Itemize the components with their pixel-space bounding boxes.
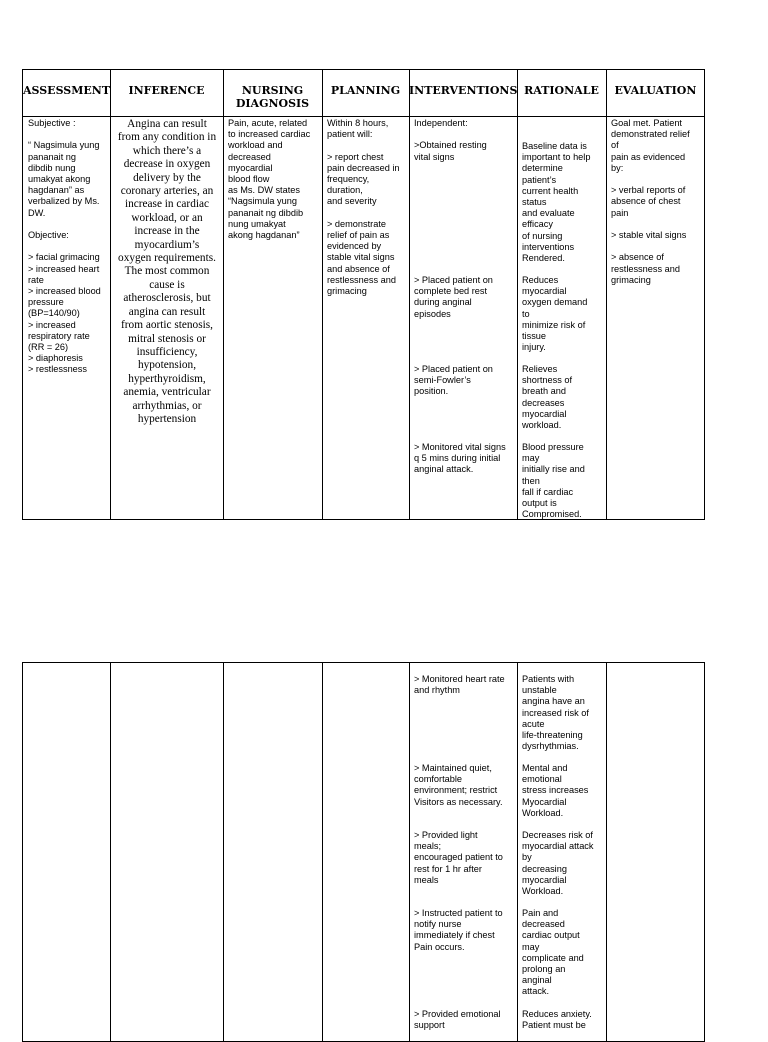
nursing-diagnosis-cell: Pain, acute, related to increased cardiac workload and decreased myocardial blood flow as Ms. DW states “Nagsimula yung pananait ng dibdib nung umakyat akong hagdanan” xyxy=(228,118,311,241)
column-divider xyxy=(322,663,323,1041)
intervention-item: > Instructed patient to notify nurse immediately if chest Pain occurs. xyxy=(414,908,503,952)
column-divider xyxy=(517,70,518,519)
intervention-item: > Provided emotional support xyxy=(414,1009,501,1031)
header-interventions: INTERVENTIONS xyxy=(409,84,518,97)
evaluation-cell: Goal met. Patient demonstrated relief of pain as evidenced by: > verbal reports of absence of chest pain > stable vital signs > absence of restlessness and grimacing xyxy=(611,118,690,285)
column-divider xyxy=(223,70,224,519)
rationale-item: Pain and decreased cardiac output may complicate and prolong an anginal attack. xyxy=(522,908,584,997)
rationale-item: Decreases risk of myocardial attack by decreasing myocardial Workload. xyxy=(522,830,594,897)
rationale-item: Relieves shortness of breath and decreases myocardial workload. xyxy=(522,364,573,431)
rationale-item: Reduces anxiety. Patient must be xyxy=(522,1009,592,1031)
planning-cell: Within 8 hours, patient will: > report chest pain decreased in frequency, duration, and severity > demonstrate relief of pain as evidenced by stable vital signs and absence of restlessness and grimacing xyxy=(327,118,400,297)
header-rationale: RATIONALE xyxy=(524,84,599,97)
column-divider xyxy=(606,70,607,519)
column-divider xyxy=(409,663,410,1041)
intervention-item: > Placed patient on semi-Fowler’s position. xyxy=(414,364,493,397)
intervention-item: > Placed patient on complete bed rest during anginal episodes xyxy=(414,275,493,319)
intervention-item: > Maintained quiet, comfortable environment; restrict Visitors as necessary. xyxy=(414,763,503,807)
column-divider xyxy=(223,663,224,1041)
column-divider xyxy=(322,70,323,519)
header-inference: INFERENCE xyxy=(128,84,205,97)
header-assessment: ASSESSMENT xyxy=(23,84,111,97)
care-plan-table-continued xyxy=(22,662,705,1042)
intervention-item: Independent: >Obtained resting vital signs xyxy=(414,118,487,162)
rationale-item: Baseline data is important to help determine patient’s current health status and evaluate efficacy of nursing interventions Rendered. xyxy=(522,141,591,264)
intervention-item: > Monitored vital signs q 5 mins during initial anginal attack. xyxy=(414,442,506,475)
intervention-item: > Provided light meals; encouraged patient to rest for 1 hr after meals xyxy=(414,830,503,885)
header-divider xyxy=(23,116,704,117)
column-divider xyxy=(409,70,410,519)
intervention-item: > Monitored heart rate and rhythm xyxy=(414,674,505,696)
rationale-item: Mental and emotional stress increases Myocardial Workload. xyxy=(522,763,589,818)
rationale-item: Patients with unstable angina have an increased risk of acute life-threatening dysrhythmias. xyxy=(522,674,589,752)
header-nursing-diagnosis: NURSING DIAGNOSIS xyxy=(235,84,310,110)
column-divider xyxy=(517,663,518,1041)
header-planning: PLANNING xyxy=(330,84,401,97)
column-divider xyxy=(606,663,607,1041)
rationale-item: Blood pressure may initially rise and then fall if cardiac output is Compromised. xyxy=(522,442,585,520)
care-plan-table xyxy=(22,69,705,520)
assessment-cell: Subjective : “ Nagsimula yung pananait ng dibdib nung umakyat akong hagdanan” as verbalized by Ms. DW. Objective: > facial grimacing > increased heart rate > increased blood pressure (BP=140/90) > increased respiratory rate (RR = 26) > diaphoresis > restlessness xyxy=(28,118,101,375)
column-divider xyxy=(110,663,111,1041)
rationale-item: Reduces myocardial oxygen demand to minimize risk of tissue injury. xyxy=(522,275,588,353)
inference-cell: Angina can result from any condition in which there’s a decrease in oxygen delivery by the coronary arteries, an increase in cardiac workload, or an increase in the myocardium’s oxygen requirements. The most common cause is atherosclerosis, but angina can result from aortic stenosis, mitral stenosis or insufficiency, hypotension, hyperthyroidism, anemia, ventricular arrhythmias, or hypertension xyxy=(117,118,217,425)
header-evaluation: EVALUATION xyxy=(614,84,697,97)
